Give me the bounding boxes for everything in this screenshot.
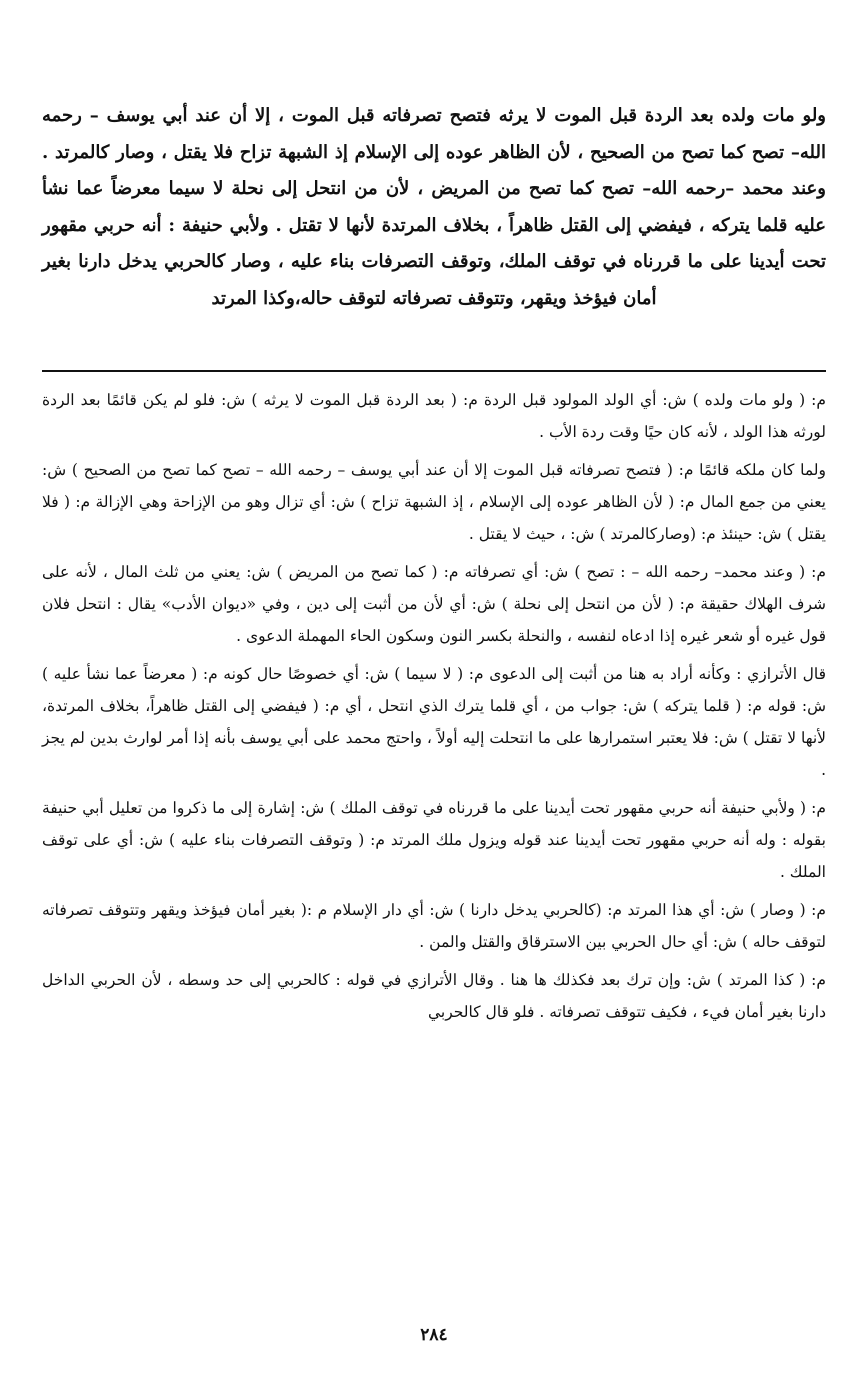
commentary-paragraph-1: م: ( ولو مات ولده ) ش: أي الولد المولود قبل الردة م: ( بعد الردة قبل الموت لا يرثه ) ش: فلو لم يكن قائمًا بعد الردة لورثه هذا الولد ، لأنه كان حيًا وقت ردة الأب . <box>42 391 826 441</box>
commentary-paragraph-5: م: ( ولأبي حنيفة أنه حربي مقهور تحت أيدينا على ما قررناه في توقف الملك ) ش: إشارة إلى ما ذكروا من تعليل أبي حنيفة بقوله : وله أنه حربي مقهور تحت أيدينا عند قوله ويزول ملك المرتد م: ( وتوقف التصرفات بناء عليه ) ش: أي على توقف الملك . <box>42 799 826 881</box>
commentary-paragraph-2: ولما كان ملكه قائمًا م: ( فتصح تصرفاته قبل الموت إلا أن عند أبي يوسف – رحمه الله – تصح كما تصح من الصحيح ) ش: يعني من جمع المال م: ( لأن الظاهر عوده إلى الإسلام ، إذ الشبهة تزاح ) ش: أي تزال وهو من الإزاحة وهي الإزالة م: ( فلا يقتل ) ش: حينئذ م: (وصاركالمرتد ) ش: ، حيث لا يقتل . <box>42 461 826 543</box>
commentary-paragraph-4: قال الأترازي : وكأنه أراد به هنا من أثبت إلى الدعوى م: ( لا سيما ) ش: أي خصوصًا حال كونه م: ( معرضاً عما نشأ عليه ) ش: قوله م: ( قلما يتركه ) ش: جواب من ، أي قلما يترك الذي انتحل ، أي م: ( فيفضي إلى القتل ظاهراً، بخلاف المرتدة، لأنها لا تقتل ) ش: فلا يعتبر استمرارها على ما انتحلت إليه أولاً ، واحتج محمد على أبي يوسف بأنه إذا أمر لوارث بدين لم يجز . <box>42 665 826 779</box>
section-divider <box>42 370 826 372</box>
commentary-paragraph-7: م: ( كذا المرتد ) ش: وإن ترك بعد فكذلك ها هنا . وقال الأترازي في قوله : كالحربي إلى حد وسطه ، لأن الحربي الداخل دارنا بغير أمان فيء ، فكيف تتوقف تصرفاته . فلو قال كالحربي <box>42 971 826 1021</box>
commentary-paragraph-3: م: ( وعند محمد– رحمه الله – : تصح ) ش: أي تصرفاته م: ( كما تصح من المريض ) ش: يعني من ثلث المال ، لأنه على شرف الهلاك حقيقة م: ( لأن من انتحل إلى نحلة ) ش: أي لأن من أثبت إلى دين ، وفي «ديوان الأدب» يقال : انتحل فلان قول غيره أو شعر غيره إذا ادعاه لنفسه ، والنحلة بكسر النون وسكون الحاء المهملة الدعوى . <box>42 563 826 645</box>
commentary-sharh <box>42 384 826 1034</box>
main-text-matn: ولو مات ولده بعد الردة قبل الموت لا يرثه فتصح تصرفاته قبل الموت ، إلا أن عند أبي يوسف – رحمه الله– تصح كما تصح من الصحيح ، لأن الظاهر عوده إلى الإسلام إذ الشبهة تزاح فلا يقتل ، وصار كالمرتد . وعند محمد –رحمه الله– تصح كما تصح من المريض ، لأن من انتحل إلى نحلة لا سيما معرضاً عما نشأ عليه قلما يتركه ، فيفضي إلى القتل ظاهراً ، بخلاف المرتدة لأنها لا تقتل . ولأبي حنيفة : أنه حربي مقهور تحت أيدينا على ما قررناه في توقف الملك، وتوقف التصرفات بناء عليه ، وصار كالحربي يدخل دارنا بغير أمان فيؤخذ ويقهر، وتتوقف تصرفاته لتوقف حاله،وكذا المرتد <box>42 105 826 309</box>
page-number: ٢٨٤ <box>420 1325 448 1345</box>
commentary-paragraph-6: م: ( وصار ) ش: أي هذا المرتد م: (كالحربي يدخل دارنا ) ش: أي دار الإسلام م :( بغير أمان فيؤخذ ويقهر وتتوقف تصرفاته لتوقف حاله ) ش: أي حال الحربي بين الاسترقاق والقتل والمن . <box>42 901 826 951</box>
